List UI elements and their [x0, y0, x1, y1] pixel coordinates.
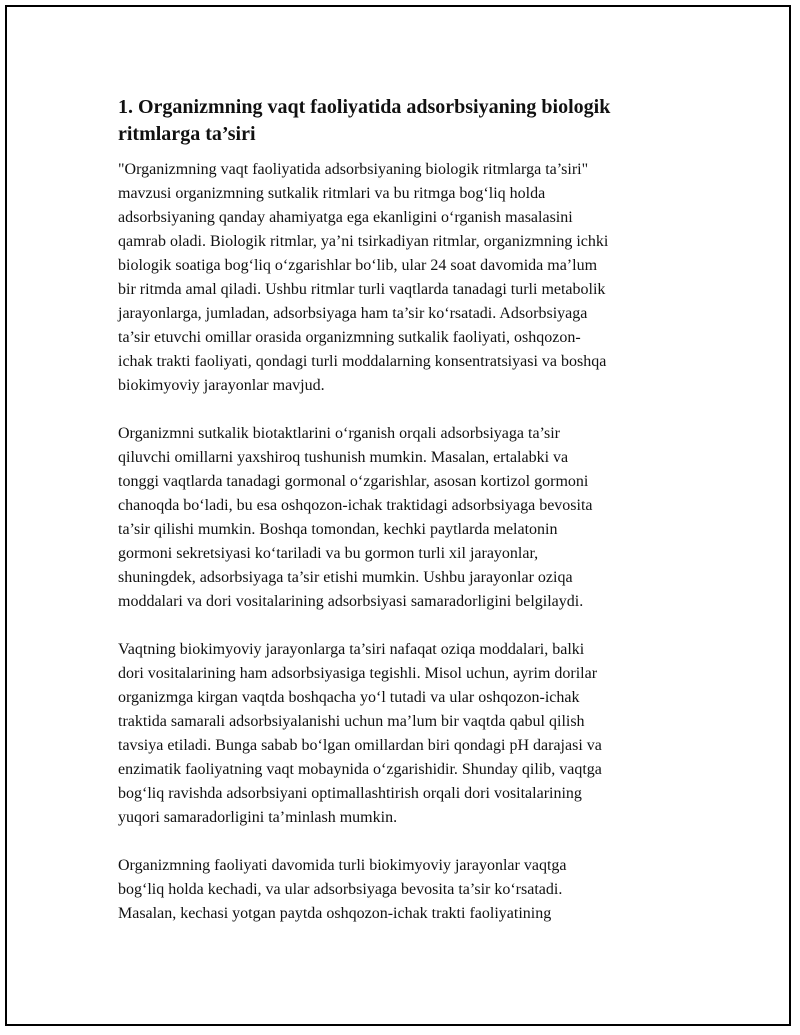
paragraph-4: Organizmning faoliyati davomida turli biokimyoviy jarayonlar vaqtga bog‘liq holda kechadi, va ular adsorbsiyaga bevosita ta’sir ko‘rsatadi. Masalan, kechasi yotgan paytda oshqozon-ichak trakti faoliyatining: [118, 857, 567, 922]
document-body: [118, 94, 693, 950]
paragraph-2: Organizmni sutkalik biotaktlarini o‘rganish orqali adsorbsiyaga ta’sir qiluvchi omillarni yaxshiroq tushunish mumkin. Masalan, ertalabki va tonggi vaqtlarda tanadagi gormonal o‘zgarishlar, asosan kortizol gormoni chanoqda bo‘ladi, bu esa oshqozon-ichak traktidagi adsorbsiyaga bevosita ta’sir qilishi mumkin. Boshqa tomondan, kechki paytlarda melatonin gormoni sekretsiyasi ko‘tariladi va bu gormon turli xil jarayonlar, shuningdek, adsorbsiyaga ta’sir etishi mumkin. Ushbu jarayonlar oziqa moddalari va dori vositalarining adsorbsiyasi samaradorligini belgilaydi.: [118, 425, 593, 610]
paragraph-1: "Organizmning vaqt faoliyatida adsorbsiyaning biologik ritmlarga ta’siri" mavzusi organizmning sutkalik ritmlari va bu ritmga bog‘liq holda adsorbsiyaning qanday ahamiyatga ega ekanligini o‘rganish masalasini qamrab oladi. Biologik ritmlar, ya’ni tsirkadiyan ritmlar, organizmning ichki biologik soatiga bog‘liq o‘zgarishlar bo‘lib, ular 24 soat davomida ma’lum bir ritmda amal qiladi. Ushbu ritmlar turli vaqtlarda tanadagi turli metabolik jarayonlarga, jumladan, adsorbsiyaga ham ta’sir ko‘rsatadi. Adsorbsiyaga ta’sir etuvchi omillar orasida organizmning sutkalik faoliyati, oshqozon- ichak trakti faoliyati, qondagi turli moddalarning konsentratsiyasi va boshqa biokimyoviy jarayonlar mavjud.: [118, 161, 609, 394]
paragraph-3: Vaqtning biokimyoviy jarayonlarga ta’siri nafaqat oziqa moddalari, balki dori vositalarining ham adsorbsiyasiga tegishli. Misol uchun, ayrim dorilar organizmga kirgan vaqtda boshqacha yo‘l tutadi va ular oshqozon-ichak traktida samarali adsorbsiyalanishi uchun ma’lum bir vaqtda qabul qilish tavsiya etiladi. Bunga sabab bo‘lgan omillardan biri qondagi pH darajasi va enzimatik faoliyatning vaqt mobaynida o‘zgarishidir. Shunday qilib, vaqtga bog‘liq ravishda adsorbsiyani optimallashtirish orqali dori vositalarining yuqori samaradorligini ta’minlash mumkin.: [118, 641, 602, 826]
section-heading: 1. Organizmning vaqt faoliyatida adsorbsiyaning biologik ritmlarga ta’siri: [118, 96, 611, 145]
